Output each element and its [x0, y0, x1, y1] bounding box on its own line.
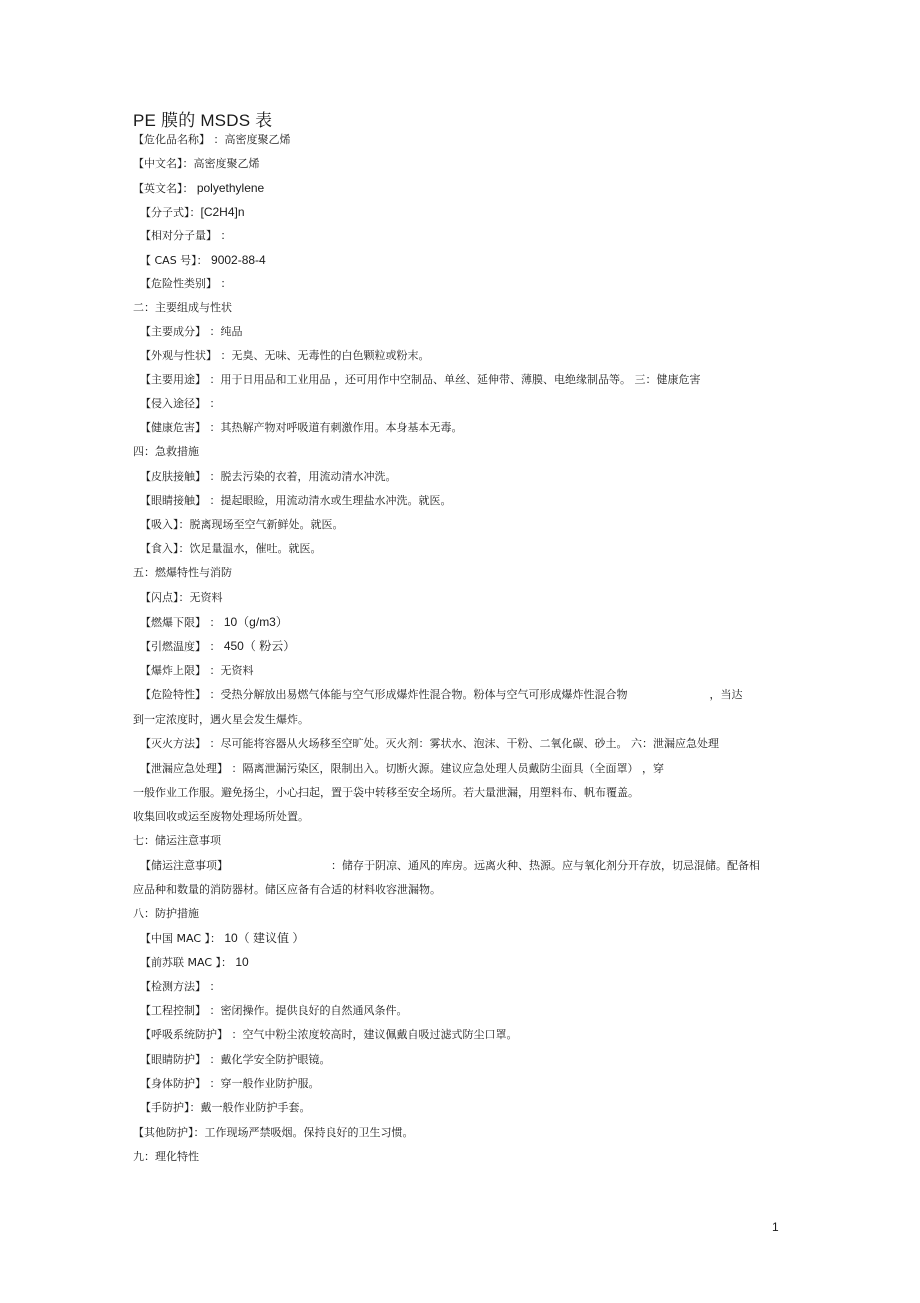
field-appearance: 【外观与性状】 ：无臭、无味、无毒性的白色颗粒或粉末。: [140, 349, 430, 362]
field-ingestion: 【食入】：饮足量温水，催吐。就医。: [140, 542, 322, 555]
field-storage-notes: [140, 859, 760, 873]
field-hazard-name: 【危化品名称】 ：高密度聚乙烯: [133, 133, 291, 146]
section-heading-fire: 五：燃爆特性与消防: [133, 566, 232, 579]
field-leak-response-cont2: 收集回收或运至废物处理场所处置。: [133, 810, 309, 823]
field-fire-fighting: 【灭火方法】 ：尽可能将容器从火场移至空旷处。灭火剂：雾状水、泡沫、干粉、二氧化碳、砂土。 六：泄漏应急处理: [140, 737, 719, 750]
field-value: 10（g/m3）: [220, 615, 288, 629]
section-heading-first-aid: 四：急救措施: [133, 445, 199, 458]
field-entry-route: 【侵入途径】 ：: [140, 397, 221, 410]
field-engineering-control: 【工程控制】 ：密闭操作。提供良好的自然通风条件。: [140, 1004, 408, 1017]
field-molecular-weight: 【相对分子量】 ：: [140, 229, 232, 242]
field-label: 【前苏联 MAC 】：: [140, 956, 232, 969]
field-eye-protection: 【眼睛防护】 ：戴化学安全防护眼镜。: [140, 1053, 331, 1066]
field-hazard-class: 【危险性类别】 ：: [140, 277, 232, 290]
section-heading-physical-properties: 九：理化特性: [133, 1150, 199, 1163]
field-text: 【危险特性】 ：受热分解放出易燃气体能与空气形成爆炸性混合物。粉体与空气可形成爆炸性混合物: [140, 688, 628, 701]
field-label: 【燃爆下限】 ：: [140, 616, 221, 629]
field-label: 【中国 MAC 】：: [140, 932, 221, 945]
field-text-tail: ：储存于阴凉、通风的库房。远离火种、热源。应与氧化剂分开存放，切忌混储。配备相: [331, 859, 760, 872]
section-heading-composition: 二：主要组成与性状: [133, 301, 232, 314]
field-flash-point: 【闪点】：无资料: [140, 591, 223, 604]
field-cas-number: [140, 253, 266, 268]
field-hazard-properties-cont: 到一定浓度时，遇火星会发生爆炸。: [133, 713, 309, 726]
field-health-hazard: 【健康危害】 ：其热解产物对呼吸道有刺激作用。本身基本无毒。: [140, 421, 463, 434]
field-label: 【分子式】：: [140, 206, 201, 219]
field-formula: [140, 205, 245, 220]
field-label: 【英文名】：: [133, 182, 194, 195]
section-heading-storage: 七：储运注意事项: [133, 834, 221, 847]
field-value: 9002-88-4: [207, 253, 266, 267]
field-eye-contact: 【眼睛接触】 ：提起眼睑，用流动清水或生理盐水冲洗。就医。: [140, 494, 452, 507]
field-label: 【储运注意事项】: [140, 859, 228, 872]
field-label: 【 CAS 号】：: [140, 254, 208, 267]
field-ussr-mac: [140, 955, 249, 970]
field-value: [C2H4]n: [200, 205, 245, 219]
field-hazard-properties: [140, 688, 743, 702]
field-leak-response-cont: 一般作业工作服。避免扬尘，小心扫起，置于袋中转移至安全场所。若大量泄漏，用塑料布、帆布覆盖。: [133, 786, 639, 799]
field-other-protection: 【其他防护】：工作现场严禁吸烟。保持良好的卫生习惯。: [133, 1126, 414, 1139]
field-inhalation: 【吸入】：脱离现场至空气新鲜处。就医。: [140, 518, 344, 531]
field-respiratory-protection: 【呼吸系统防护】 ：空气中粉尘浓度较高时，建议佩戴自吸过滤式防尘口罩。: [140, 1028, 518, 1041]
field-value: polyethylene: [193, 181, 265, 195]
field-uses: 【主要用途】 ：用于日用品和工业用品 ，还可用作中空制品、单丝、延伸带、薄膜、电绝缘制品等。 三：健康危害: [140, 373, 701, 386]
section-heading-protection: 八：防护措施: [133, 907, 199, 920]
field-skin-contact: 【皮肤接触】 ：脱去污染的衣着，用流动清水冲洗。: [140, 470, 397, 483]
field-label: 【引燃温度】 ：: [140, 640, 221, 653]
field-detection-method: 【检测方法】 ：: [140, 980, 221, 993]
field-text-tail: ，当达: [709, 688, 743, 701]
field-upper-explosion-limit: 【爆炸上限】 ：无资料: [140, 664, 254, 677]
field-ignition-temperature: [140, 639, 295, 654]
field-storage-notes-cont: 应品种和数量的消防器材。储区应备有合适的材料收容泄漏物。: [133, 883, 441, 896]
field-body-protection: 【身体防护】 ：穿一般作业防护服。: [140, 1077, 320, 1090]
field-hand-protection: 【手防护】：戴一般作业防护手套。: [140, 1101, 311, 1114]
field-chinese-name: 【中文名】：高密度聚乙烯: [133, 157, 260, 170]
field-lower-explosion-limit: [140, 615, 288, 630]
field-value: 450（ 粉云）: [220, 639, 296, 653]
field-value: 10（ 建议值 ）: [221, 931, 305, 945]
field-value: 10: [232, 955, 249, 969]
field-china-mac: [140, 931, 304, 946]
field-leak-response: 【泄漏应急处理】 ：隔离泄漏污染区，限制出入。切断火源。建议应急处理人员戴防尘面具（全面罩） ，穿: [140, 762, 664, 775]
field-english-name: [133, 181, 264, 196]
document-title: PE 膜的 MSDS 表: [133, 111, 273, 130]
page-number: 1: [772, 1220, 779, 1234]
field-main-component: 【主要成分】 ：纯品: [140, 325, 243, 338]
